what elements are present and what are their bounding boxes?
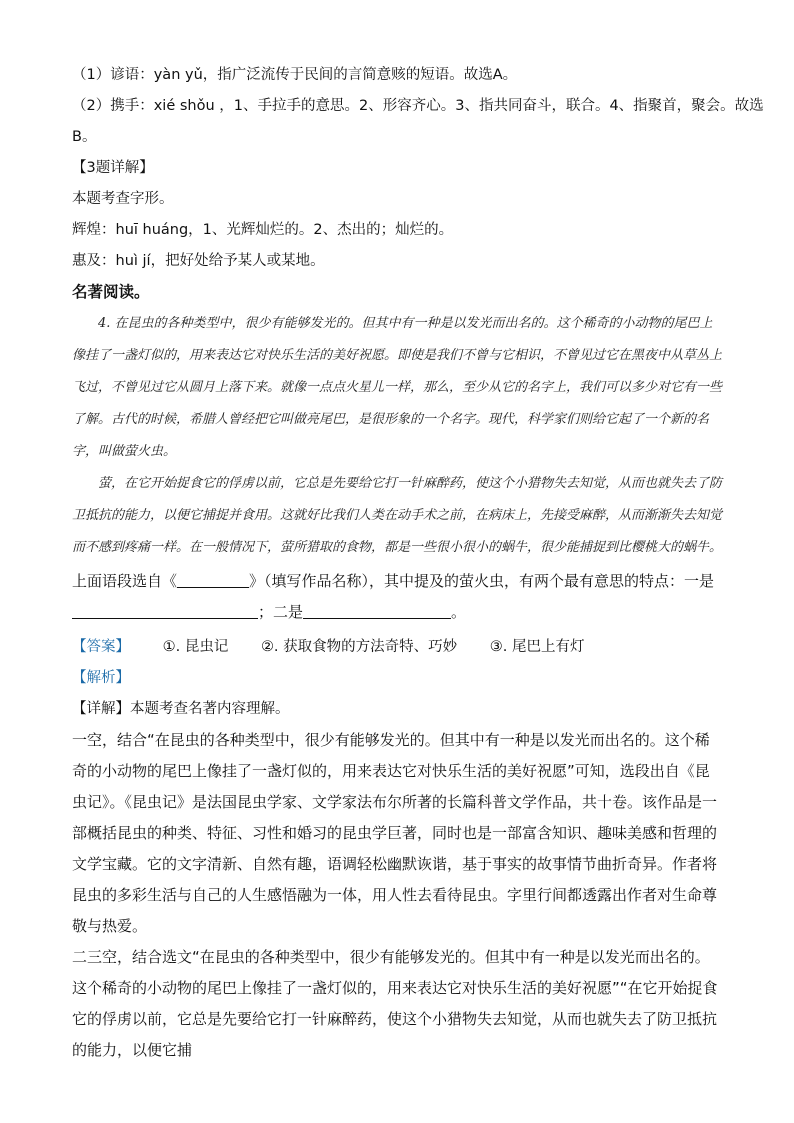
answer-blank-3[interactable] xyxy=(303,601,451,619)
section-heading: 名著阅读。 xyxy=(72,283,150,301)
q3-intro: 本题考查字形。 xyxy=(72,191,174,207)
passage-paragraph-2: 萤，在它开始捉食它的俘虏以前，它总是先要给它打一针麻醉药，使这个小猎物失去知觉，从而也就失去了防卫抵抗的能力，以便它捕捉并食用。这就好比我们人类在动手术之前，在病床上，先接受麻醉，从而渐渐失去知觉而不感到疼痛一样。在一般情况下，萤所猎取的食物，都是一些很小很小的蜗牛，很少能捕捉到比樱桃大的蜗牛。 xyxy=(72,476,723,555)
question-text-2: 》（填写作品名称），其中提及的萤火虫，有两个最有意思的特点：一是 xyxy=(249,572,715,590)
fill-in-question xyxy=(72,566,722,628)
analysis-paragraph-1: 一空，结合“在昆虫的各种类型中，很少有能够发光的。但其中有一种是以发光而出名的。这个稀奇的小动物的尾巴上像挂了一盏灯似的，用来表达它对快乐生活的美好祝愿”可知，选段出自《昆虫记》。《昆虫记》是法国昆虫学家、文学家法布尔所著的长篇科普文学作品，共十卷。该作品是一部概括昆虫的种类、特征、习性和婚习的昆虫学巨著，同时也是一部富含知识、趣味美感和哲理的文学宝藏。它的文字清新、自然有趣，语调轻松幽默诙谐，基于事实的故事情节曲折奇异。作者将昆虫的多彩生活与自己的人生感悟融为一体，用人性去看待昆虫。字里行间都透露出作者对生命尊敬与热爱。 xyxy=(72,731,718,935)
answer-item-3: ③. 尾巴上有灯 xyxy=(489,639,585,655)
answer-item-2: ②. 获取食物的方法奇特、巧妙 xyxy=(260,639,458,655)
document-page xyxy=(72,60,764,1066)
answer-row xyxy=(72,632,722,663)
question-text-4: 。 xyxy=(451,603,467,621)
question-text-3: ；二是 xyxy=(258,603,304,621)
analysis-paragraph-2: 二三空，结合选文“在昆虫的各种类型中，很少有能够发光的。但其中有一种是以发光而出名的。这个稀奇的小动物的尾巴上像挂了一盏灯似的，用来表达它对快乐生活的美好祝愿”“在它开始捉食它的俘虏以前，它总是先要给它打一针麻醉药，使这个小猎物失去知觉，从而也就失去了防卫抵抗的能力，以便它捕 xyxy=(72,948,718,1059)
q3-item-huiji: 惠及：huì jí，把好处给予某人或某地。 xyxy=(72,253,325,269)
q3-heading: 【3题详解】 xyxy=(72,160,154,176)
q2-part2-continued: B。 xyxy=(72,129,97,145)
analysis-tag: 【解析】 xyxy=(72,670,130,686)
answer-blank-1[interactable] xyxy=(177,570,249,588)
analysis-detail: 【详解】本题考查名著内容理解。 xyxy=(72,701,290,717)
answer-tag: 【答案】 xyxy=(72,639,130,655)
passage-paragraph-1: 4. 在昆虫的各种类型中，很少有能够发光的。但其中有一种是以发光而出名的。这个稀奇的小动物的尾巴上像挂了一盏灯似的，用来表达它对快乐生活的美好祝愿。即使是我们不曾与它相识，不曾见过它在黑夜中从草丛上飞过，不曾见过它从圆月上落下来。就像一点点火星儿一样，那么，至少从它的名字上，我们可以多少对它有一些了解。古代的时候，希腊人曾经把它叫做亮尾巴，是很形象的一个名字。现代，科学家们则给它起了一个新的名字，叫做萤火虫。 xyxy=(72,316,723,459)
question-text-1: 上面语段选自《 xyxy=(72,572,178,590)
q2-part2-line: （2）携手：xié shǒu ，1、手拉手的意思。2、形容齐心。3、指共同奋斗，联合。4、指聚首，聚会。故选 xyxy=(72,98,764,114)
q3-item-huihuang: 辉煌：huī huáng，1、光辉灿烂的。2、杰出的；灿烂的。 xyxy=(72,222,454,238)
answer-blank-2[interactable] xyxy=(72,601,258,619)
answer-item-1: ①. 昆虫记 xyxy=(162,639,229,655)
q2-part1-line: （1）谚语：yàn yǔ，指广泛流传于民间的言简意赅的短语。故选A。 xyxy=(72,67,518,83)
